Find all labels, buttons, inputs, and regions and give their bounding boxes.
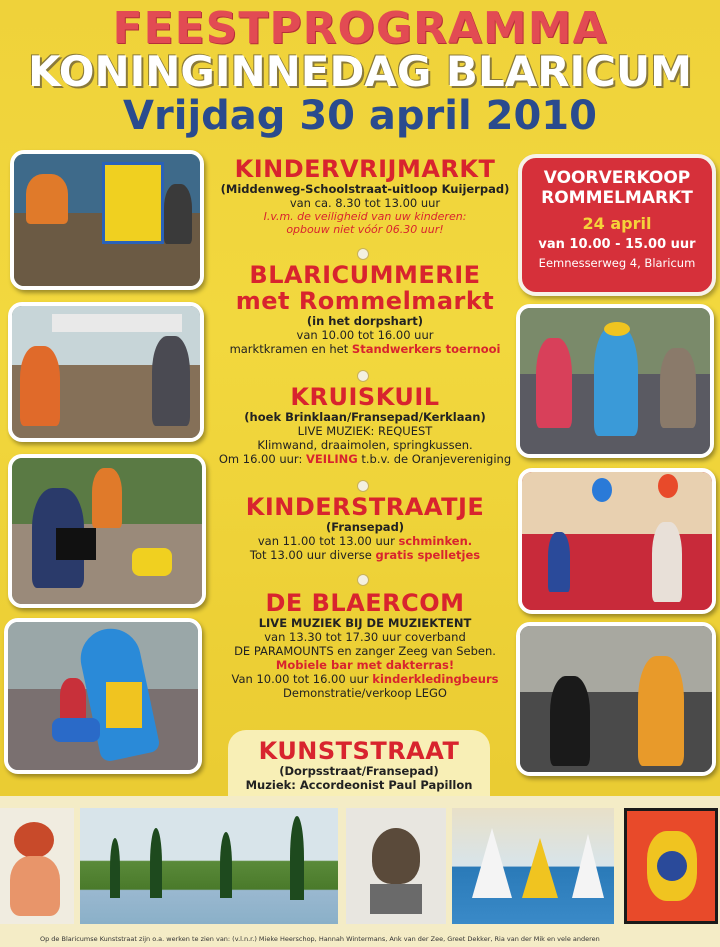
kinderkledingbeurs-label: kinderkledingbeurs bbox=[372, 672, 499, 686]
header-date: Vrijdag 30 april 2010 bbox=[123, 93, 597, 139]
kinderstraatje-line2 bbox=[200, 548, 530, 562]
art-sculpture-woman bbox=[0, 808, 74, 924]
kunststraat-box bbox=[228, 730, 490, 802]
separator-dot bbox=[357, 574, 369, 586]
separator-dot bbox=[357, 370, 369, 382]
kinderstraatje-location: (Fransepad) bbox=[325, 520, 405, 534]
blaercom-bar: Mobiele bar met dakterras! bbox=[275, 658, 455, 672]
photo-bouncy-castle bbox=[518, 468, 716, 614]
schminken-label: schminken. bbox=[398, 534, 473, 548]
kindervrijmarkt-note2: opbouw niet vóór 06.30 uur! bbox=[286, 223, 444, 236]
section-blaercom bbox=[200, 590, 530, 700]
header-feestprogramma: FEESTPROGRAMMA bbox=[112, 3, 608, 54]
blaercom-line2: DE PARAMOUNTS en zanger Zeeg van Seben. bbox=[234, 644, 496, 658]
blaercom-line4-a: Van 10.00 tot 16.00 uur bbox=[231, 672, 373, 686]
photo-singers bbox=[516, 622, 716, 776]
kruiskuil-music: LIVE MUZIEK: REQUEST bbox=[297, 424, 433, 438]
kruiskuil-auction bbox=[200, 452, 530, 466]
blaercom-lego: Demonstratie/verkoop LEGO bbox=[283, 686, 447, 700]
section-kindervrijmarkt bbox=[200, 156, 530, 236]
separator-dot bbox=[357, 248, 369, 260]
photo-market-stalls bbox=[8, 302, 204, 442]
kindervrijmarkt-title: KINDERVRIJMARKT bbox=[234, 155, 496, 183]
kindervrijmarkt-location: (Middenweg-Schoolstraat-uitloop Kuijerpad) bbox=[220, 182, 510, 196]
photo-music-band bbox=[516, 304, 714, 458]
photo-slide-child bbox=[4, 618, 202, 774]
standwerkers-toernooi: Standwerkers toernooi bbox=[351, 342, 501, 356]
kunststraat-title: KUNSTSTRAAT bbox=[258, 737, 460, 765]
voorverkoop-title: VOORVERKOOP bbox=[543, 168, 691, 188]
kruiskuil-title: KRUISKUIL bbox=[290, 383, 440, 411]
blaricummerie-activities bbox=[200, 342, 530, 356]
kruiskuil-auction-a: Om 16.00 uur: bbox=[218, 452, 306, 466]
voorverkoop-address: Eemnesserweg 4, Blaricum bbox=[538, 256, 696, 270]
art-sailboats-painting bbox=[452, 808, 614, 924]
art-landscape-painting bbox=[80, 808, 338, 924]
section-blaricummerie bbox=[200, 262, 530, 356]
rommelmarkt-label: ROMMELMARKT bbox=[541, 188, 693, 208]
kruiskuil-location: (hoek Brinklaan/Fransepad/Kerklaan) bbox=[244, 410, 486, 424]
kinderstraatje-title: KINDERSTRAATJE bbox=[245, 493, 485, 521]
poster-header bbox=[0, 4, 720, 140]
photo-accordion-child bbox=[8, 454, 206, 608]
voorverkoop-time: van 10.00 - 15.00 uur bbox=[538, 237, 696, 252]
art-strip bbox=[0, 796, 720, 947]
separator-dot bbox=[357, 480, 369, 492]
veiling-label: VEILING bbox=[305, 452, 358, 466]
blaricummerie-title: BLARICUMMERIE bbox=[249, 261, 481, 289]
kunststraat-location: (Dorpsstraat/Fransepad) bbox=[279, 764, 439, 778]
kruiskuil-auction-c: t.b.v. de Oranjevereniging bbox=[357, 452, 512, 466]
kinderstraatje-line1 bbox=[200, 534, 530, 548]
voorverkoop-date: 24 april bbox=[582, 214, 652, 233]
blaercom-line1: van 13.30 tot 17.30 uur coverband bbox=[264, 630, 466, 644]
kinderstraatje-line2-a: Tot 13.00 uur diverse bbox=[249, 548, 376, 562]
section-kruiskuil bbox=[200, 384, 530, 466]
blaricummerie-activities-a: marktkramen en het bbox=[229, 342, 352, 356]
kindervrijmarkt-time: van ca. 8.30 tot 13.00 uur bbox=[289, 196, 441, 210]
art-caption: Op de Blaricumse Kunststraat zijn o.a. werken te zien van: (v.l.n.r.) Mieke Heerschop, Hannah Wintermans, Ank van der Zee, Greet Dekker, Ria van der Mik en vele anderen bbox=[40, 935, 600, 943]
photo-spongebob-market bbox=[10, 150, 204, 290]
kinderstraatje-line1-a: van 11.00 tot 13.00 uur bbox=[257, 534, 399, 548]
art-owl-sculpture bbox=[346, 808, 446, 924]
blaercom-title: DE BLAERCOM bbox=[265, 589, 465, 617]
blaricummerie-location: (in het dorpshart) bbox=[306, 314, 424, 328]
art-goat-mosaic bbox=[624, 808, 718, 924]
header-koninginnedag: KONINGINNEDAG BLARICUM bbox=[28, 47, 692, 96]
blaricummerie-time: van 10.00 tot 16.00 uur bbox=[296, 328, 434, 342]
kunststraat-music: Muziek: Accordeonist Paul Papillon bbox=[245, 778, 473, 792]
kruiskuil-activities: Klimwand, draaimolen, springkussen. bbox=[257, 438, 473, 452]
voorverkoop-box bbox=[518, 154, 716, 296]
spongebob-figure bbox=[102, 162, 164, 244]
kindervrijmarkt-note1: I.v.m. de veiligheid van uw kinderen: bbox=[263, 210, 467, 223]
section-kinderstraatje bbox=[200, 494, 530, 562]
blaercom-music: LIVE MUZIEK BIJ DE MUZIEKTENT bbox=[258, 616, 472, 630]
rommelmarkt-title: met Rommelmarkt bbox=[235, 287, 495, 315]
gratis-spelletjes-label: gratis spelletjes bbox=[375, 548, 481, 562]
blaercom-line4 bbox=[200, 672, 530, 686]
